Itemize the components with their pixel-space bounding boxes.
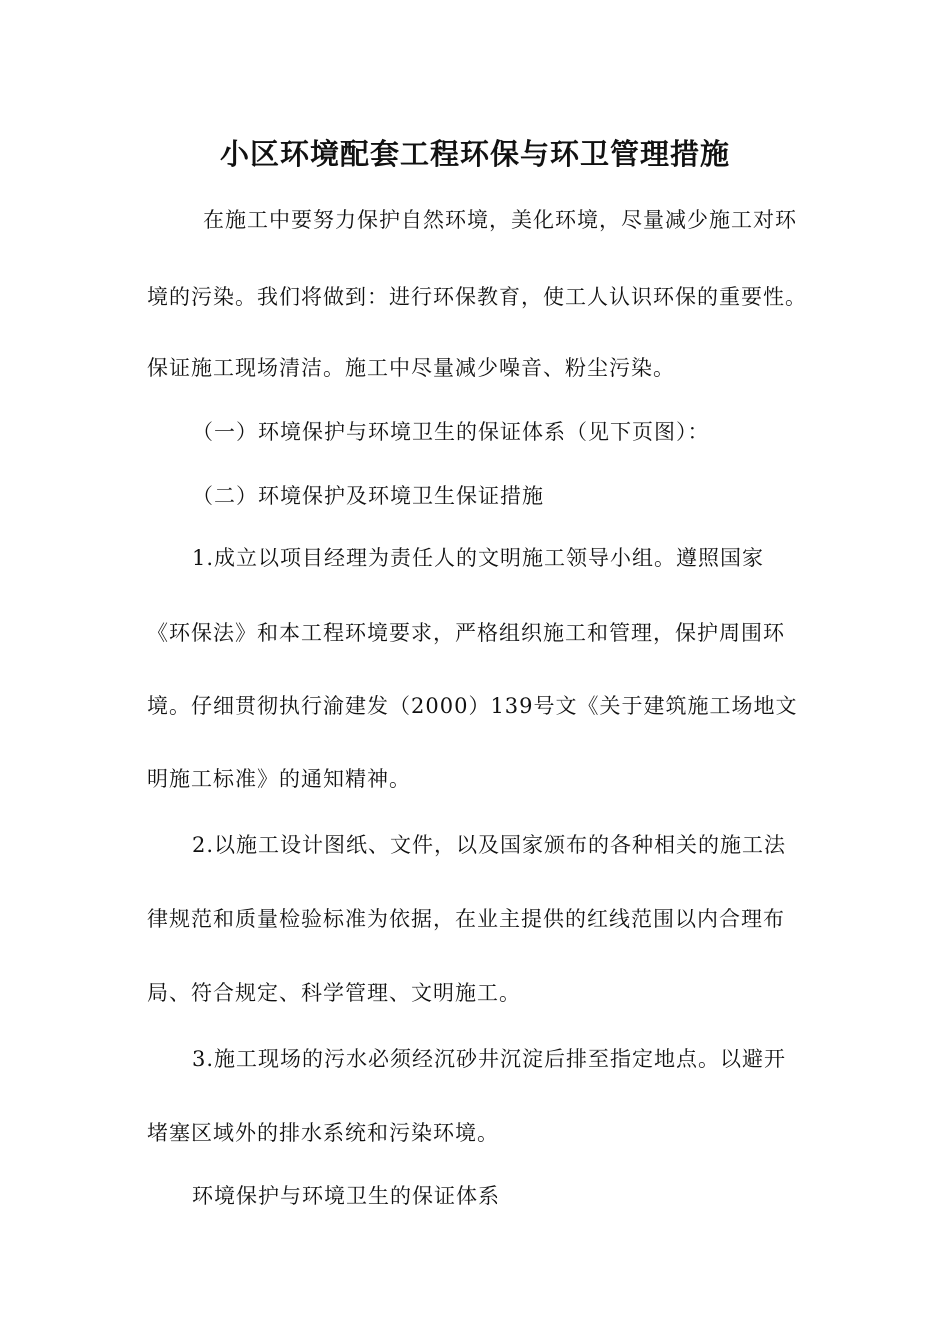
item-1-line-1: 1.成立以项目经理为责任人的文明施工领导小组。遵照国家 [192,546,765,570]
section-heading-2: （二）环境保护及环境卫生保证措施 [192,484,544,508]
item-1-line-4: 明施工标准》的通知精神。 [147,767,411,791]
item-2-line-3: 局、符合规定、科学管理、文明施工。 [147,981,521,1005]
figure-caption: 环境保护与环境卫生的保证体系 [192,1184,500,1208]
item-1-line-3: 境。仔细贯彻执行渝建发（2000）139号文《关于建筑施工场地文 [147,694,798,718]
intro-line-3: 保证施工现场清洁。施工中尽量减少噪音、粉尘污染。 [147,356,675,380]
document-title: 小区环境配套工程环保与环卫管理措施 [219,137,730,171]
item-1-line-2: 《环保法》和本工程环境要求，严格组织施工和管理，保护周围环 [147,621,785,645]
item-2-line-2: 律规范和质量检验标准为依据，在业主提供的红线范围以内合理布 [147,907,785,931]
item-3-line-2: 堵塞区域外的排水系统和污染环境。 [147,1121,499,1145]
intro-line-2: 境的污染。我们将做到：进行环保教育，使工人认识环保的重要性。 [147,285,807,309]
section-heading-1: （一）环境保护与环境卫生的保证体系（见下页图）： [192,420,710,444]
intro-line-1: 在施工中要努力保护自然环境，美化环境，尽量减少施工对环 [203,208,797,232]
item-3-line-1: 3.施工现场的污水必须经沉砂井沉淀后排至指定地点。以避开 [192,1047,787,1071]
item-2-line-1: 2.以施工设计图纸、文件，以及国家颁布的各种相关的施工法 [192,833,787,857]
